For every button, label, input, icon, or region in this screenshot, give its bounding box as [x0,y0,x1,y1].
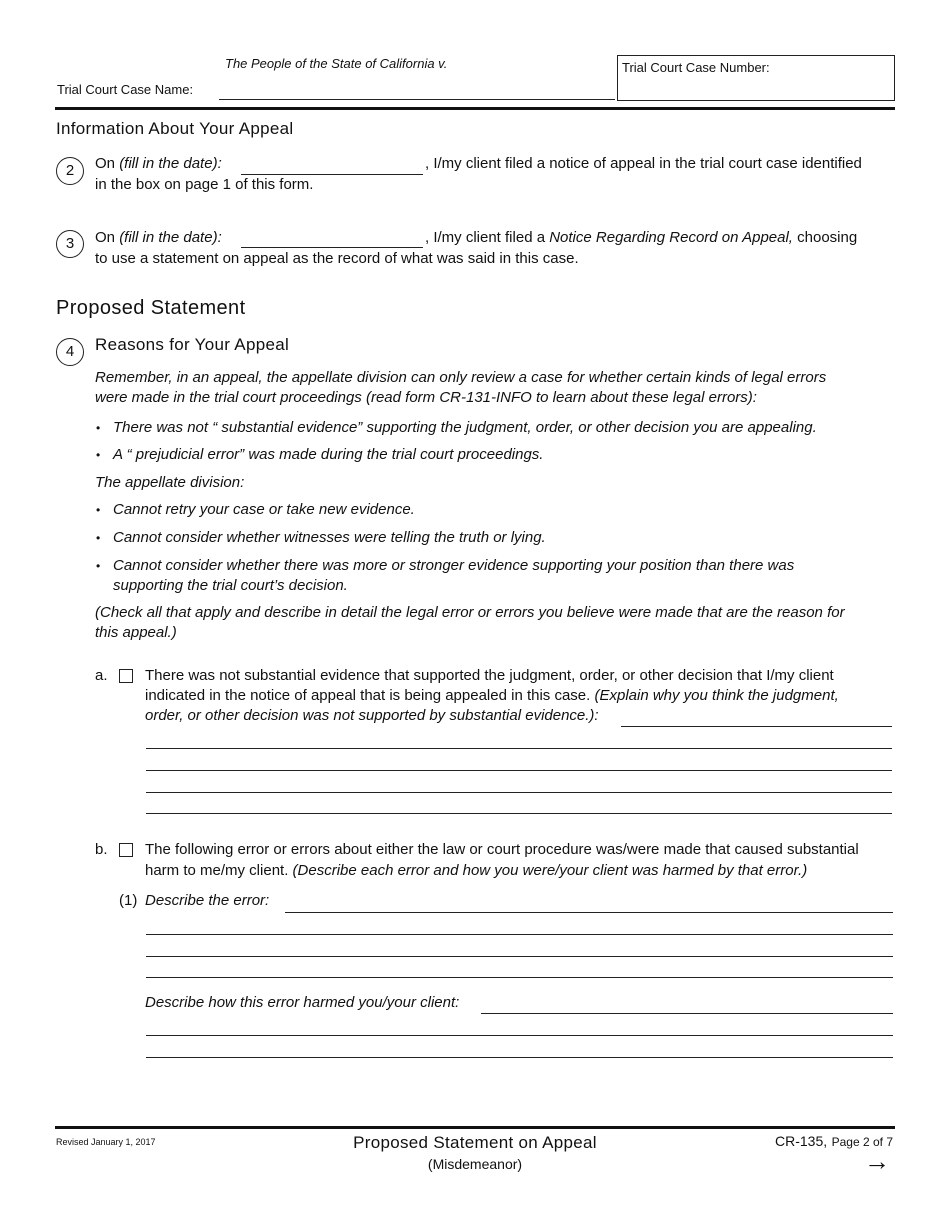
option-b-checkbox[interactable] [119,843,133,857]
item3-date-field[interactable] [241,247,423,248]
bullet-dot: • [96,503,101,517]
option-a-answer-line[interactable] [146,813,892,814]
item3-on: On (fill in the date): [95,229,222,246]
bullet-dot: • [96,531,101,545]
option-b-line2: harm to me/my client. (Describe each error and how you were/your client was harmed by that error.) [145,862,808,879]
item-number-3: 3 [56,230,84,258]
describe-harm-line[interactable] [146,1057,893,1058]
bullet-dot: • [96,559,101,573]
section-heading-information: Information About Your Appeal [56,119,294,138]
option-a-answer-line[interactable] [146,748,892,749]
option-a-letter: a. [95,667,108,684]
describe-harm-line[interactable] [146,1035,893,1036]
footer-rule [55,1126,895,1129]
option-b-sub1-number: (1) [119,892,138,909]
option-a-answer-line[interactable] [146,792,892,793]
describe-error-line[interactable] [146,977,893,978]
option-a-line2: indicated in the notice of appeal that is being appealed in this case. (Explain why you think the judgment, [145,687,839,704]
case-number-label: Trial Court Case Number: [622,60,770,75]
bullet-dot: • [96,421,101,435]
bullet-cannot-retry: Cannot retry your case or take new evidence. [113,501,415,518]
bullet-cannot-consider-witnesses: Cannot consider whether witnesses were telling the truth or lying. [113,529,546,546]
case-number-box[interactable] [617,55,895,101]
item3-text-line2: to use a statement on appeal as the record of what was said in this case. [95,250,579,267]
page-info: Page 2 of 7 [831,1135,893,1149]
describe-error-line[interactable] [285,912,893,913]
option-a-checkbox[interactable] [119,669,133,683]
intro-line2: were made in the trial court proceedings (read form CR-131-INFO to learn about these legal errors): [95,389,757,406]
intro-line1: Remember, in an appeal, the appellate division can only review a case for whether certain kinds of legal errors [95,369,827,386]
bullet-cannot-consider-evidence-line1: Cannot consider whether there was more or stronger evidence supporting your position than there was [113,557,795,574]
bullet-prejudicial-error: A “ prejudicial error” was made during the trial court proceedings. [113,446,544,463]
footer-subtitle: (Misdemeanor) [427,1156,523,1172]
bullet-cannot-consider-evidence-line2: supporting the trial court’s decision. [113,577,348,594]
form-id: CR-135, [775,1133,828,1149]
item-number-4: 4 [56,338,84,366]
describe-error-line[interactable] [146,934,893,935]
option-b-letter: b. [95,841,108,858]
option-b-line1: The following error or errors about either the law or court procedure was/were made that caused substantial [145,841,859,858]
describe-error-label: Describe the error: [145,892,270,909]
section-heading-proposed: Proposed Statement [56,297,246,319]
describe-harm-line[interactable] [481,1013,893,1014]
check-instruction-line2: this appeal.) [95,624,177,641]
case-name-field[interactable] [219,80,615,100]
item3-text-line1: , I/my client filed a Notice Regarding Record on Appeal, choosing [425,229,858,246]
bullet-substantial-evidence: There was not “ substantial evidence” supporting the judgment, order, or other decision you are appealing. [113,419,817,436]
item-number-2: 2 [56,157,84,185]
item2-on: On (fill in the date): [95,155,222,172]
revised-date: Revised January 1, 2017 [56,1137,156,1147]
bullet-dot: • [96,448,101,462]
item2-text-line2: in the box on page 1 of this form. [95,176,314,193]
option-a-answer-line[interactable] [621,726,892,727]
case-name-label: Trial Court Case Name: [57,82,194,97]
next-page-arrow-icon[interactable]: → [864,1146,890,1176]
check-instruction-line1: (Check all that apply and describe in detail the legal error or errors you believe were made that are the reason for [95,604,845,621]
option-a-answer-line[interactable] [146,770,892,771]
item2-text-line1: , I/my client filed a notice of appeal in the trial court case identified [425,155,862,172]
header-rule [55,107,895,110]
option-a-line1: There was not substantial evidence that supported the judgment, order, or other decision that I/my client [145,667,834,684]
describe-harm-label: Describe how this error harmed you/your client: [145,994,460,1011]
division-label: The appellate division: [95,474,245,491]
reasons-subheading: Reasons for Your Appeal [95,335,290,354]
footer-title: Proposed Statement on Appeal [353,1133,597,1152]
describe-error-line[interactable] [146,956,893,957]
people-caption: The People of the State of California v. [225,56,448,71]
option-a-line3: order, or other decision was not supported by substantial evidence.): [145,707,599,724]
